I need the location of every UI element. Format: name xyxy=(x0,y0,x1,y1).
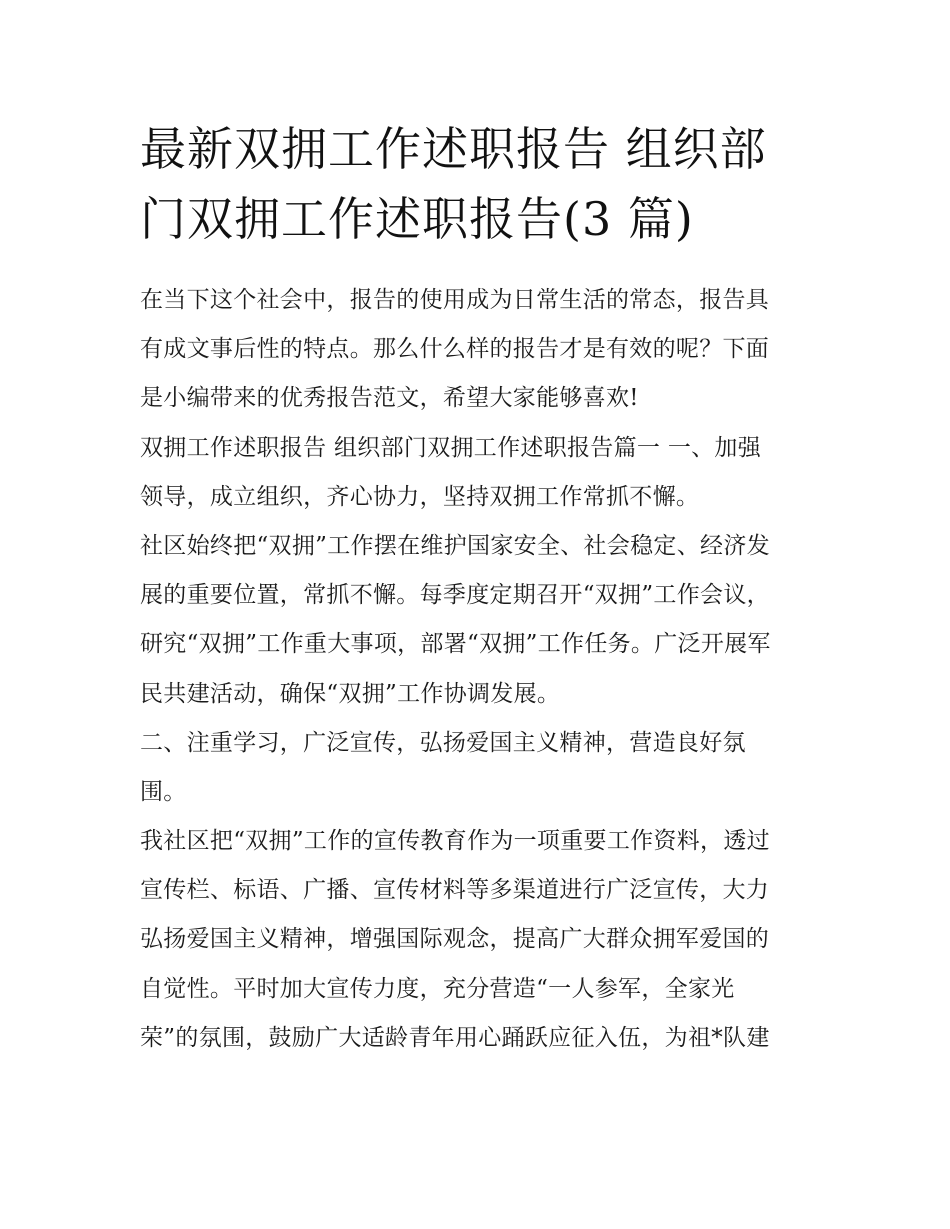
body-line: 二、注重学习，广泛宣传，弘扬爱国主义精神，营造良好氛 xyxy=(140,729,746,756)
body-line: 荣”的氛围，鼓励广大适龄青年用心踊跃应征入伍，为祖*队建 xyxy=(140,1024,770,1051)
body-line: 领导，成立组织，齐心协力，坚持双拥工作常抓不懈。 xyxy=(140,483,700,510)
body-line: 我社区把“双拥”工作的宣传教育作为一项重要工作资料，透过 xyxy=(140,828,770,855)
body-line: 研究“双拥”工作重大事项，部署“双拥”工作任务。广泛开展军 xyxy=(140,631,771,658)
title-line: 门双拥工作述职报告(3 篇) xyxy=(140,192,694,246)
body-line: 在当下这个社会中，报告的使用成为日常生活的常态，报告具 xyxy=(140,287,770,313)
document-title xyxy=(140,114,820,254)
body-line: 宣传栏、标语、广播、宣传材料等多渠道进行广泛宣传，大力 xyxy=(140,877,770,904)
body-line: 自觉性。平时加大宣传力度，充分营造“一人参军，全家光 xyxy=(140,975,735,1002)
title-line: 最新双拥工作述职报告 组织部 xyxy=(140,122,767,176)
body-line: 展的重要位置，常抓不懈。每季度定期召开“双拥”工作会议， xyxy=(140,582,770,609)
body-line: 是小编带来的优秀报告范文，希望大家能够喜欢! xyxy=(140,385,639,412)
body-line: 双拥工作述职报告 组织部门双拥工作述职报告篇一 一、加强 xyxy=(140,434,762,461)
document-body xyxy=(140,276,820,1063)
body-line: 社区始终把“双拥”工作摆在维护国家安全、社会稳定、经济发 xyxy=(140,532,770,559)
body-line: 围。 xyxy=(140,778,187,805)
body-line: 民共建活动，确保“双拥”工作协调发展。 xyxy=(140,680,561,707)
body-line: 有成文事后性的特点。那么什么样的报告才是有效的呢？下面 xyxy=(140,336,770,363)
body-line: 弘扬爱国主义精神，增强国际观念，提高广大群众拥军爱国的 xyxy=(140,926,770,953)
